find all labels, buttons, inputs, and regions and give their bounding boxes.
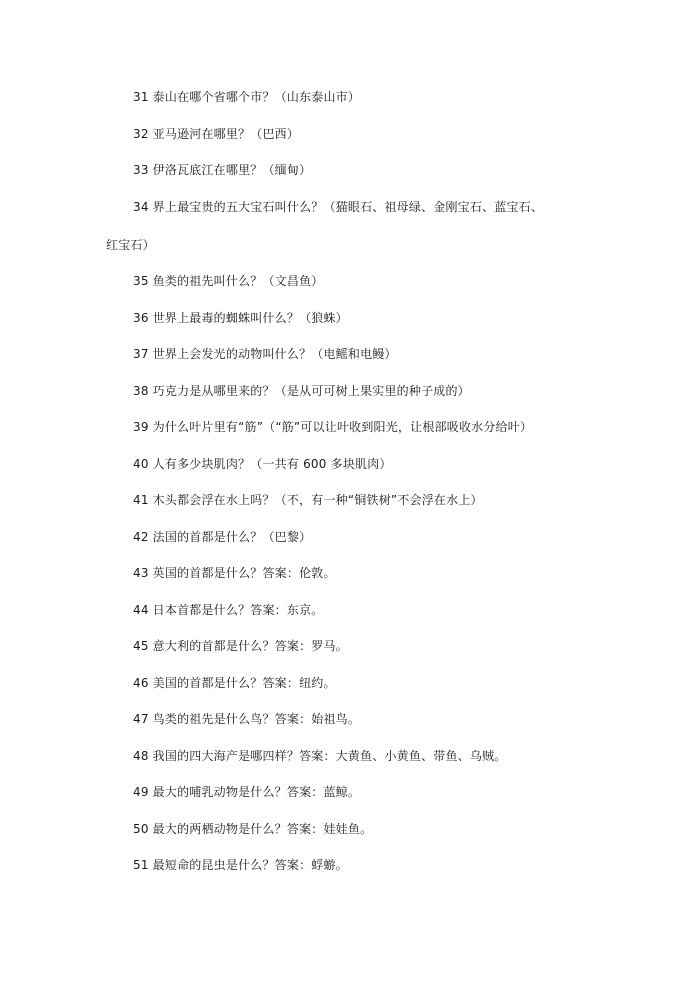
- qa-item-39: 39 为什么叶片里有“筋”（“筋”可以让叶收到阳光，让根部吸收水分给叶）: [133, 420, 533, 434]
- qa-item-49: 49 最大的哺乳动物是什么？答案：蓝鲸。: [133, 785, 361, 799]
- qa-item-41: 41 木头都会浮在水上吗？（不，有一种“铜铁树”不会浮在水上）: [133, 493, 483, 507]
- qa-item-50: 50 最大的两栖动物是什么？答案：娃娃鱼。: [133, 821, 373, 836]
- qa-item-33: 33 伊洛瓦底江在哪里？（缅甸）: [133, 163, 312, 177]
- qa-item-43: 43 英国的首都是什么？答案：伦敦。: [133, 566, 336, 580]
- qa-item-46: 46 美国的首都是什么？答案：纽约。: [133, 675, 336, 690]
- qa-item-45: 45 意大利的首都是什么？答案：罗马。: [133, 639, 348, 653]
- qa-item-48: 48 我国的四大海产是哪四样？答案：大黄鱼、小黄鱼、带鱼、乌贼。: [133, 748, 507, 763]
- qa-item-38: 38 巧克力是从哪里来的？（是从可可树上果实里的种子成的）: [133, 383, 470, 398]
- qa-item-34-line1: 34 界上最宝贵的五大宝石叫什么？（猫眼石、祖母绿、金刚宝石、蓝宝石、: [133, 199, 544, 214]
- qa-item-40: 40 人有多少块肌肉？（一共有 600 多块肌肉）: [133, 456, 392, 471]
- qa-item-34: [0, 198, 700, 254]
- qa-list: [0, 88, 700, 893]
- qa-item-36: 36 世界上最毒的蜘蛛叫什么？（狼蛛）: [133, 310, 348, 325]
- qa-item-31: 31 泰山在哪个省哪个市？（山东泰山市）: [133, 90, 361, 104]
- qa-item-32: 32 亚马逊河在哪里？（巴西）: [133, 126, 300, 141]
- qa-item-51: 51 最短命的昆虫是什么？答案：蜉蝣。: [133, 858, 348, 872]
- qa-item-47: 47 鸟类的祖先是什么鸟？答案：始祖鸟。: [133, 712, 361, 726]
- qa-item-34-line2: 红宝石）: [106, 237, 155, 252]
- qa-item-42: 42 法国的首都是什么？（巴黎）: [133, 529, 312, 544]
- qa-item-44: 44 日本首都是什么？答案：东京。: [133, 602, 324, 617]
- qa-item-35: 35 鱼类的祖先叫什么？（文昌鱼）: [133, 274, 324, 288]
- qa-item-37: 37 世界上会发光的动物叫什么？（电鳐和电鳗）: [133, 347, 397, 361]
